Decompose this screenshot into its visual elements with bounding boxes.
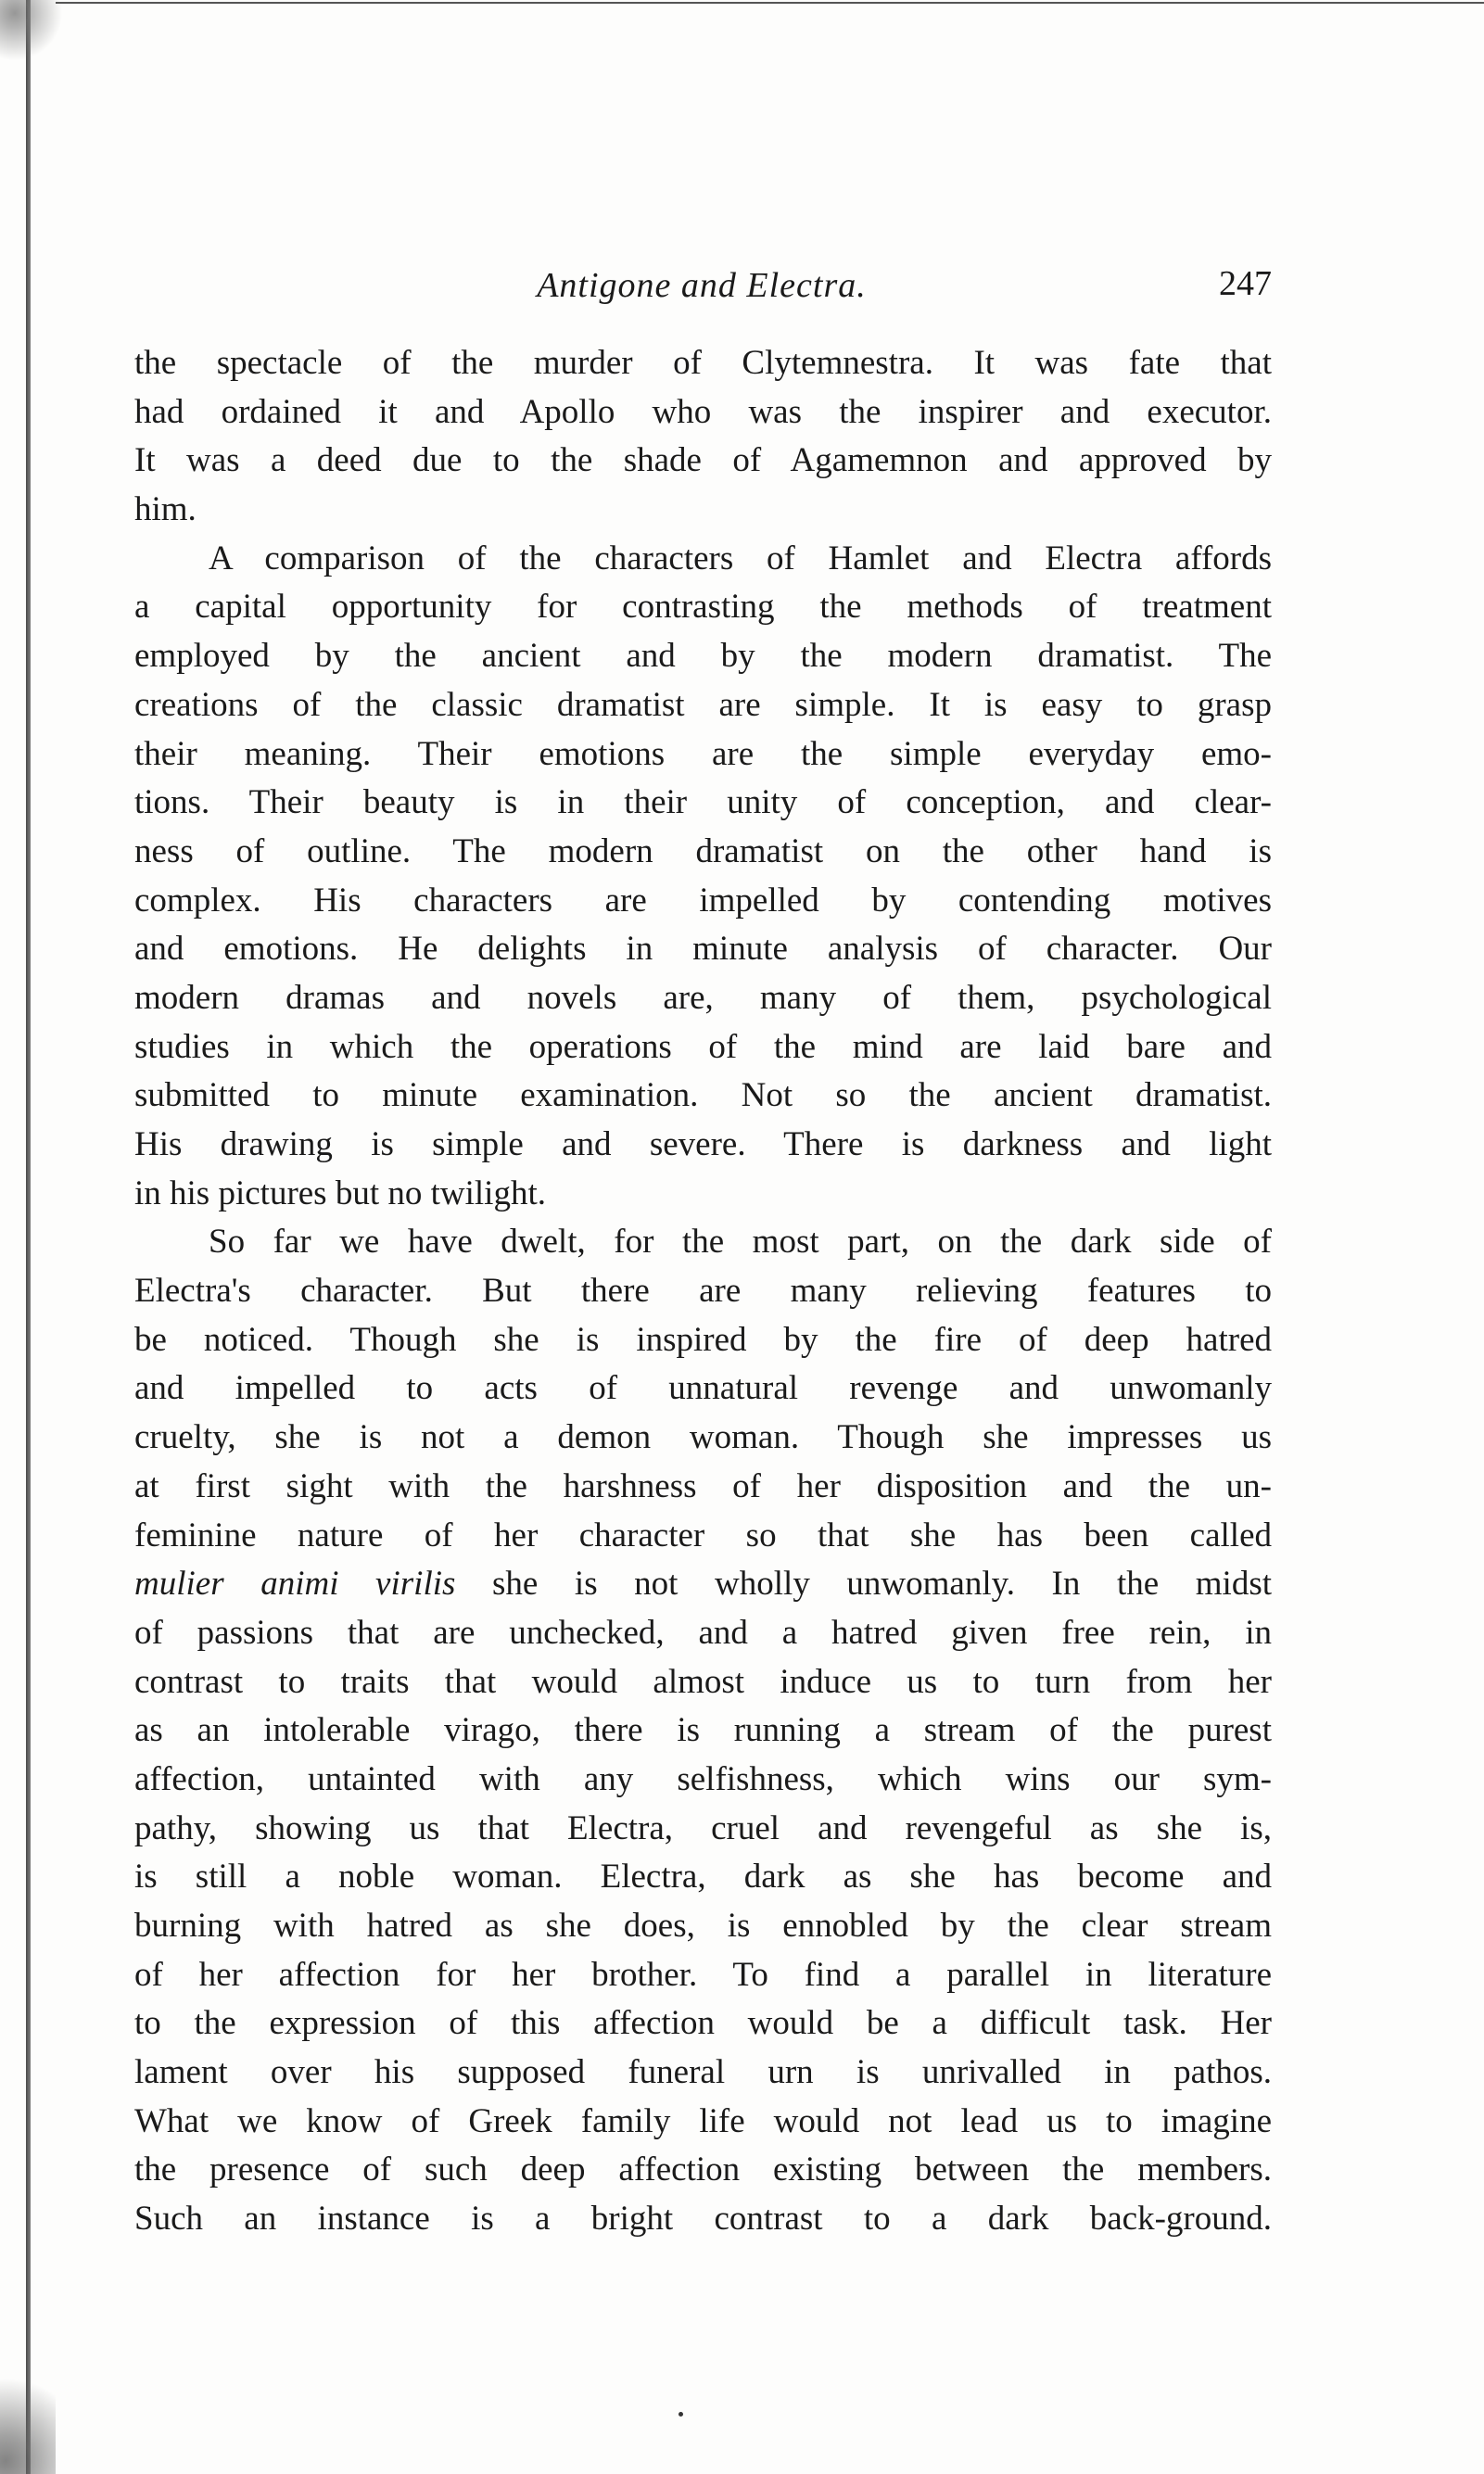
page-speck xyxy=(679,2412,683,2417)
text-line: ness of outline. The modern dramatist on the other hand is xyxy=(134,831,1272,870)
paragraph-first-line: A comparison of the characters of Hamlet and Electra affords xyxy=(209,539,1272,577)
text-line: complex. His characters are impelled by contending motives xyxy=(134,881,1272,920)
text-line: modern dramas and novels are, many of them, psychological xyxy=(134,978,1272,1017)
binding-shadow-bottom xyxy=(0,2344,56,2474)
text-line: as an intolerable virago, there is running a stream of the purest xyxy=(134,1711,1272,1750)
page-number: 247 xyxy=(1219,264,1272,303)
running-title: Antigone and Electra. xyxy=(537,266,867,305)
text-line: and impelled to acts of unnatural revenge and unwomanly xyxy=(134,1369,1272,1408)
text-line-rest: she is not wholly unwomanly. In the midst xyxy=(492,1565,1272,1604)
text-line: had ordained it and Apollo who was the inspirer and executor. xyxy=(134,392,1272,431)
text-line: affection, untainted with any selfishness, which wins our sym- xyxy=(134,1759,1272,1798)
text-line: His drawing is simple and severe. There is darkness and light xyxy=(134,1125,1272,1163)
text-line: to the expression of this affection would be a difficult task. Her xyxy=(134,2004,1272,2043)
running-head xyxy=(132,261,1272,308)
text-line-with-italic xyxy=(134,1560,1272,1609)
paragraph-first-line: So far we have dwelt, for the most part, on the dark side of xyxy=(209,1223,1272,1262)
text-line: employed by the ancient and by the modern dramatist. The xyxy=(134,637,1272,676)
text-line: is still a noble woman. Electra, dark as she has become and xyxy=(134,1858,1272,1897)
text-line: tions. Their beauty is in their unity of conception, and clear- xyxy=(134,783,1272,822)
text-line: in his pictures but no twilight. xyxy=(134,1174,546,1212)
text-line: pathy, showing us that Electra, cruel and revengeful as she is, xyxy=(134,1808,1272,1847)
text-line: a capital opportunity for contrasting the methods of treatment xyxy=(134,588,1272,627)
text-line: be noticed. Though she is inspired by the fire of deep hatred xyxy=(134,1320,1272,1359)
text-line: the presence of such deep affection existing between the members. xyxy=(134,2150,1272,2189)
text-line: of her affection for her brother. To find a parallel in literature xyxy=(134,1955,1272,1994)
page-top-edge xyxy=(56,2,1484,4)
text-line: cruelty, she is not a demon woman. Though she impresses us xyxy=(134,1418,1272,1457)
text-line: burning with hatred as she does, is ennobled by the clear stream xyxy=(134,1907,1272,1945)
body-text xyxy=(134,339,1272,2244)
text-line: Electra's character. But there are many relieving features to xyxy=(134,1272,1272,1311)
text-line: of passions that are unchecked, and a hatred given free rein, in xyxy=(134,1613,1272,1652)
text-line: It was a deed due to the shade of Agamemnon and approved by xyxy=(134,441,1272,480)
text-line: the spectacle of the murder of Clytemnestra. It was fate that xyxy=(134,344,1272,382)
text-line: What we know of Greek family life would not lead us to imagine xyxy=(134,2101,1272,2140)
text-line: feminine nature of her character so that she has been called xyxy=(134,1516,1272,1554)
text-line: and emotions. He delights in minute analysis of character. Our xyxy=(134,930,1272,969)
italic-latin-phrase: mulier animi virilis xyxy=(134,1565,456,1604)
text-line: Such an instance is a bright contrast to a dark back-ground. xyxy=(134,2200,1272,2239)
text-line: lament over his supposed funeral urn is unrivalled in pathos. xyxy=(134,2053,1272,2092)
text-line: studies in which the operations of the mind are laid bare and xyxy=(134,1027,1272,1066)
text-line: their meaning. Their emotions are the simple everyday emo- xyxy=(134,734,1272,773)
text-line: him. xyxy=(134,490,197,529)
text-line: creations of the classic dramatist are simple. It is easy to grasp xyxy=(134,685,1272,724)
binding-edge xyxy=(26,0,31,2474)
binding-shadow-top xyxy=(0,0,74,65)
text-line: contrast to traits that would almost induce us to turn from her xyxy=(134,1662,1272,1701)
text-line: submitted to minute examination. Not so the ancient dramatist. xyxy=(134,1076,1272,1115)
text-line: at first sight with the harshness of her disposition and the un- xyxy=(134,1466,1272,1505)
